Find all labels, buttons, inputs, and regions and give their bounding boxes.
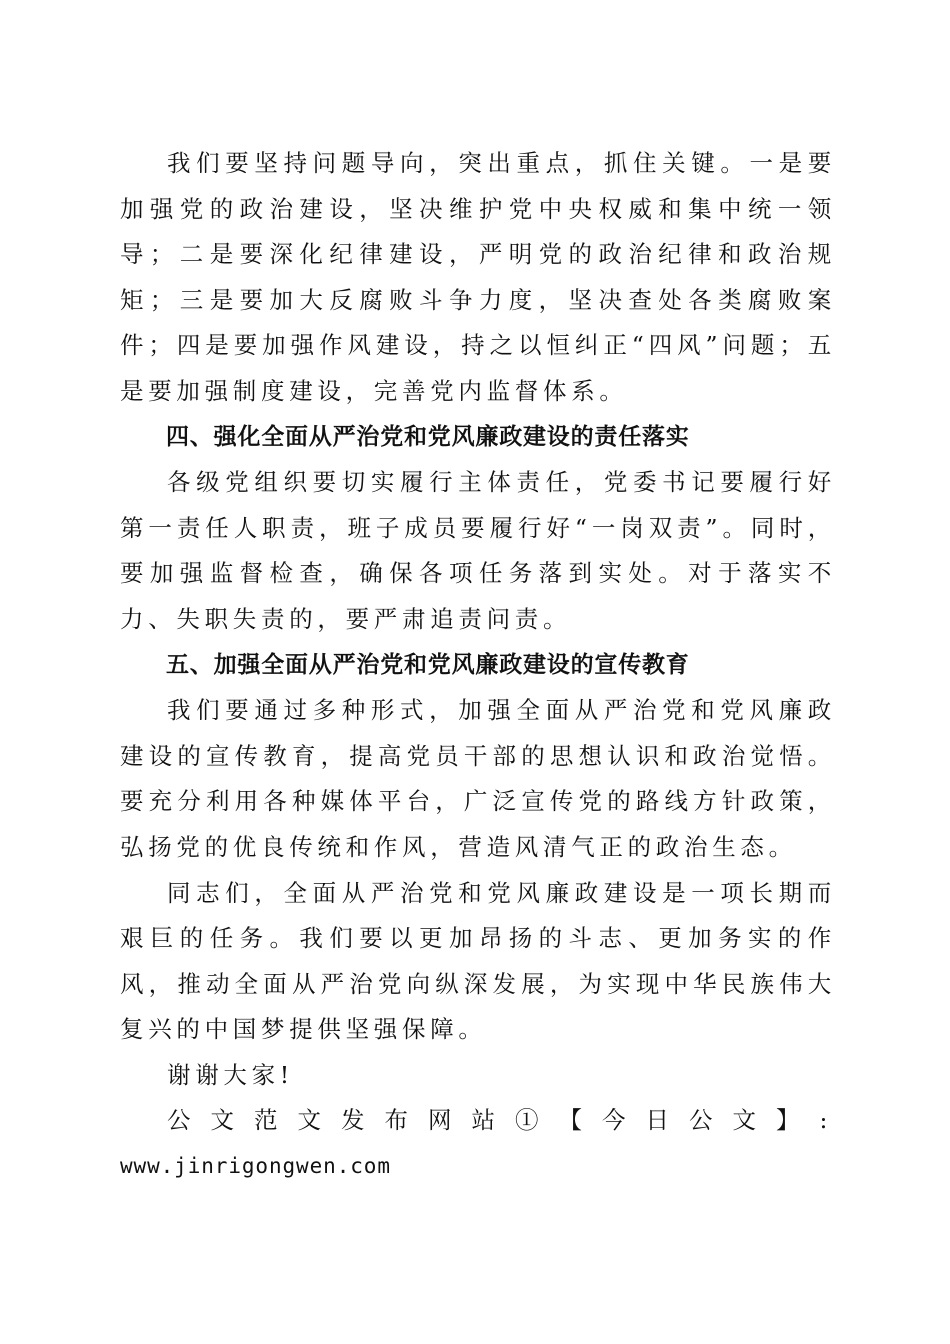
footer-source-line: 公文范文发布网站①【今日公文】: xyxy=(167,1106,848,1135)
section-heading-responsibility: 四、强化全面从严治党和党风廉政建设的责任落实 xyxy=(166,423,690,450)
closing-paragraph: 同志们，全面从严治党和党风廉政建设是一项长期而艰巨的任务。我们要以更加昂扬的斗志、更加务实的作风，推动全面从严治党向纵深发展，为实现中华民族伟大复兴的中国梦提供坚强保障。 xyxy=(120,878,836,1044)
body-paragraph-responsibility: 各级党组织要切实履行主体责任，党委书记要履行好第一责任人职责，班子成员要履行好“一岗双责”。同时，要加强监督检查，确保各项任务落到实处。对于落实不力、失职失责的，要严肃追责问责。 xyxy=(120,468,836,633)
footer-url[interactable]: www.jinrigongwen.com xyxy=(120,1154,391,1179)
body-paragraph-education: 我们要通过多种形式，加强全面从严治党和党风廉政建设的宣传教育，提高党员干部的思想认识和政治觉悟。要充分利用各种媒体平台，广泛宣传党的路线方针政策，弘扬党的优良传统和作风，营造风清气正的政治生态。 xyxy=(120,696,836,861)
section-heading-education: 五、加强全面从严治党和党风廉政建设的宣传教育 xyxy=(166,651,690,678)
body-paragraph-key-tasks: 我们要坚持问题导向，突出重点，抓住关键。一是要加强党的政治建设，坚决维护党中央权威和集中统一领导；二是要深化纪律建设，严明党的政治纪律和政治规矩；三是要加大反腐败斗争力度，坚决查处各类腐败案件；四是要加强作风建设，持之以恒纠正“四风”问题；五是要加强制度建设，完善党内监督体系。 xyxy=(120,149,836,405)
document-body xyxy=(120,141,848,1190)
thanks-line: 谢谢大家! xyxy=(167,1060,294,1089)
